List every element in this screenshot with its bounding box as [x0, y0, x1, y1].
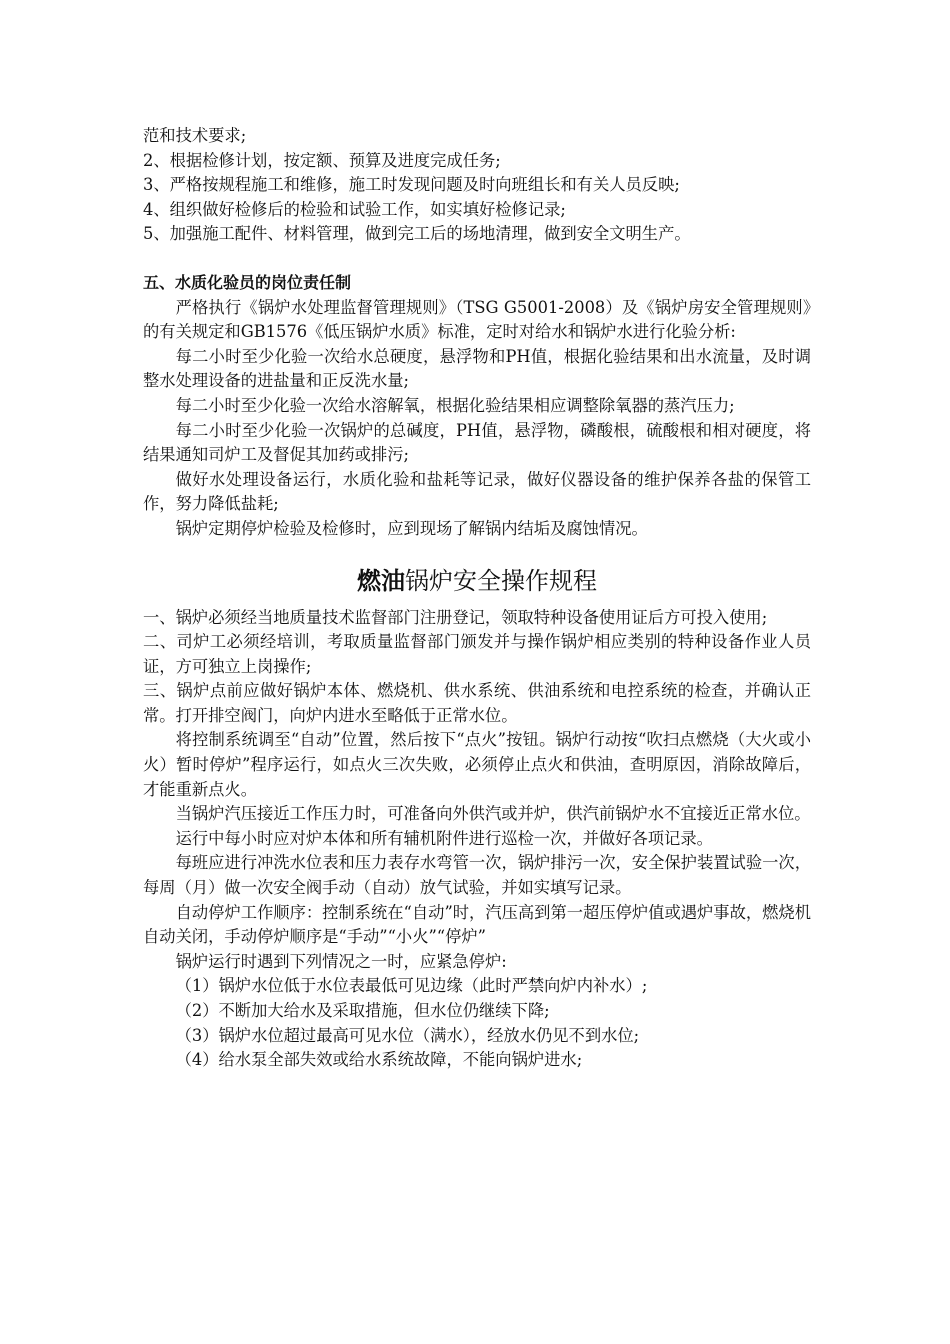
list-item: 4、组织做好检修后的检验和试验工作，如实填好检修记录; — [143, 199, 566, 219]
title-rest-part: 锅炉安全操作规程 — [405, 566, 597, 595]
paragraph: 严格执行《锅炉水处理监督管理规则》（TSG G5001-2008）及《锅炉房安全管理规则》的有关规定和GB1576《低压锅炉水质》标准，定时对给水和锅炉水进行化验分析: — [143, 297, 811, 342]
emergency-item: （3）锅炉水位超过最高可见水位（满水），经放水仍见不到水位; — [175, 1025, 640, 1045]
page-title — [143, 566, 811, 596]
paragraph: 自动停炉工作顺序：控制系统在“自动”时，汽压高到第一超压停炉值或遇炉事故，燃烧机自动关闭，手动停炉顺序是“手动”“小火”“停炉” — [143, 902, 811, 947]
document-page — [143, 124, 811, 1073]
emergency-item: （1）锅炉水位低于水位表最低可见边缘（此时严禁向炉内补水）; — [175, 976, 648, 996]
paragraph: 做好水处理设备运行，水质化验和盐耗等记录，做好仪器设备的维护保养各盐的保管工作，努力降低盐耗; — [143, 469, 811, 514]
emergency-item: （4）给水泵全部失效或给水系统故障，不能向锅炉进水; — [175, 1050, 583, 1070]
paragraph: 每二小时至少化验一次锅炉的总碱度，PH值，悬浮物，磷酸根，硫酸根和相对硬度，将结果通知司炉工及督促其加药或排污; — [143, 420, 811, 465]
paragraph: 每班应进行冲洗水位表和压力表存水弯管一次，锅炉排污一次，安全保护装置试验一次，每周（月）做一次安全阀手动（自动）放气试验，并如实填写记录。 — [143, 853, 811, 898]
list-item: 3、严格按规程施工和维修，施工时发现问题及时向班组长和有关人员反映; — [143, 175, 680, 195]
numbered-item: 一、锅炉必须经当地质量技术监督部门注册登记，领取特种设备使用证后方可投入使用; — [143, 607, 768, 627]
section-heading: 五、水质化验员的岗位责任制 — [143, 272, 352, 292]
list-item: 2、根据检修计划，按定额、预算及进度完成任务; — [143, 150, 501, 170]
title-bold-part: 燃油 — [357, 566, 405, 595]
paragraph: 将控制系统调至“自动”位置，然后按下“点火”按钮。锅炉行动按“吹扫点燃烧（大火或小火）暂时停炉”程序运行，如点火三次失败，必须停止点火和供油，查明原因，消除故障后，才能重新点火。 — [143, 730, 811, 799]
list-item: 5、加强施工配件、材料管理，做到完工后的场地清理，做到安全文明生产。 — [143, 224, 691, 244]
list-item: 范和技术要求; — [143, 126, 247, 145]
numbered-item: 三、锅炉点前应做好锅炉本体、燃烧机、供水系统、供油系统和电控系统的检查，并确认正常。打开排空阀门，向炉内进水至略低于正常水位。 — [143, 681, 811, 725]
paragraph: 锅炉定期停炉检验及检修时，应到现场了解锅内结垢及腐蚀情况。 — [175, 518, 648, 538]
paragraph: 每二小时至少化验一次给水总硬度，悬浮物和PH值，根据化验结果和出水流量，及时调整水处理设备的进盐量和正反洗水量; — [143, 346, 811, 391]
paragraph: 当锅炉汽压接近工作压力时，可准备向外供汽或并炉，供汽前锅炉水不宜接近正常水位。 — [175, 804, 811, 824]
paragraph: 运行中每小时应对炉本体和所有辅机附件进行巡检一次，并做好各项记录。 — [175, 828, 713, 848]
emergency-item: （2）不断加大给水及采取措施，但水位仍继续下降; — [175, 1001, 550, 1020]
numbered-item: 二、司炉工必须经培训，考取质量监督部门颁发并与操作锅炉相应类别的特种设备作业人员证，方可独立上岗操作; — [143, 632, 811, 676]
paragraph: 锅炉运行时遇到下列情况之一时，应紧急停炉: — [175, 951, 507, 971]
paragraph: 每二小时至少化验一次给水溶解氧，根据化验结果相应调整除氧器的蒸汽压力; — [175, 395, 735, 415]
